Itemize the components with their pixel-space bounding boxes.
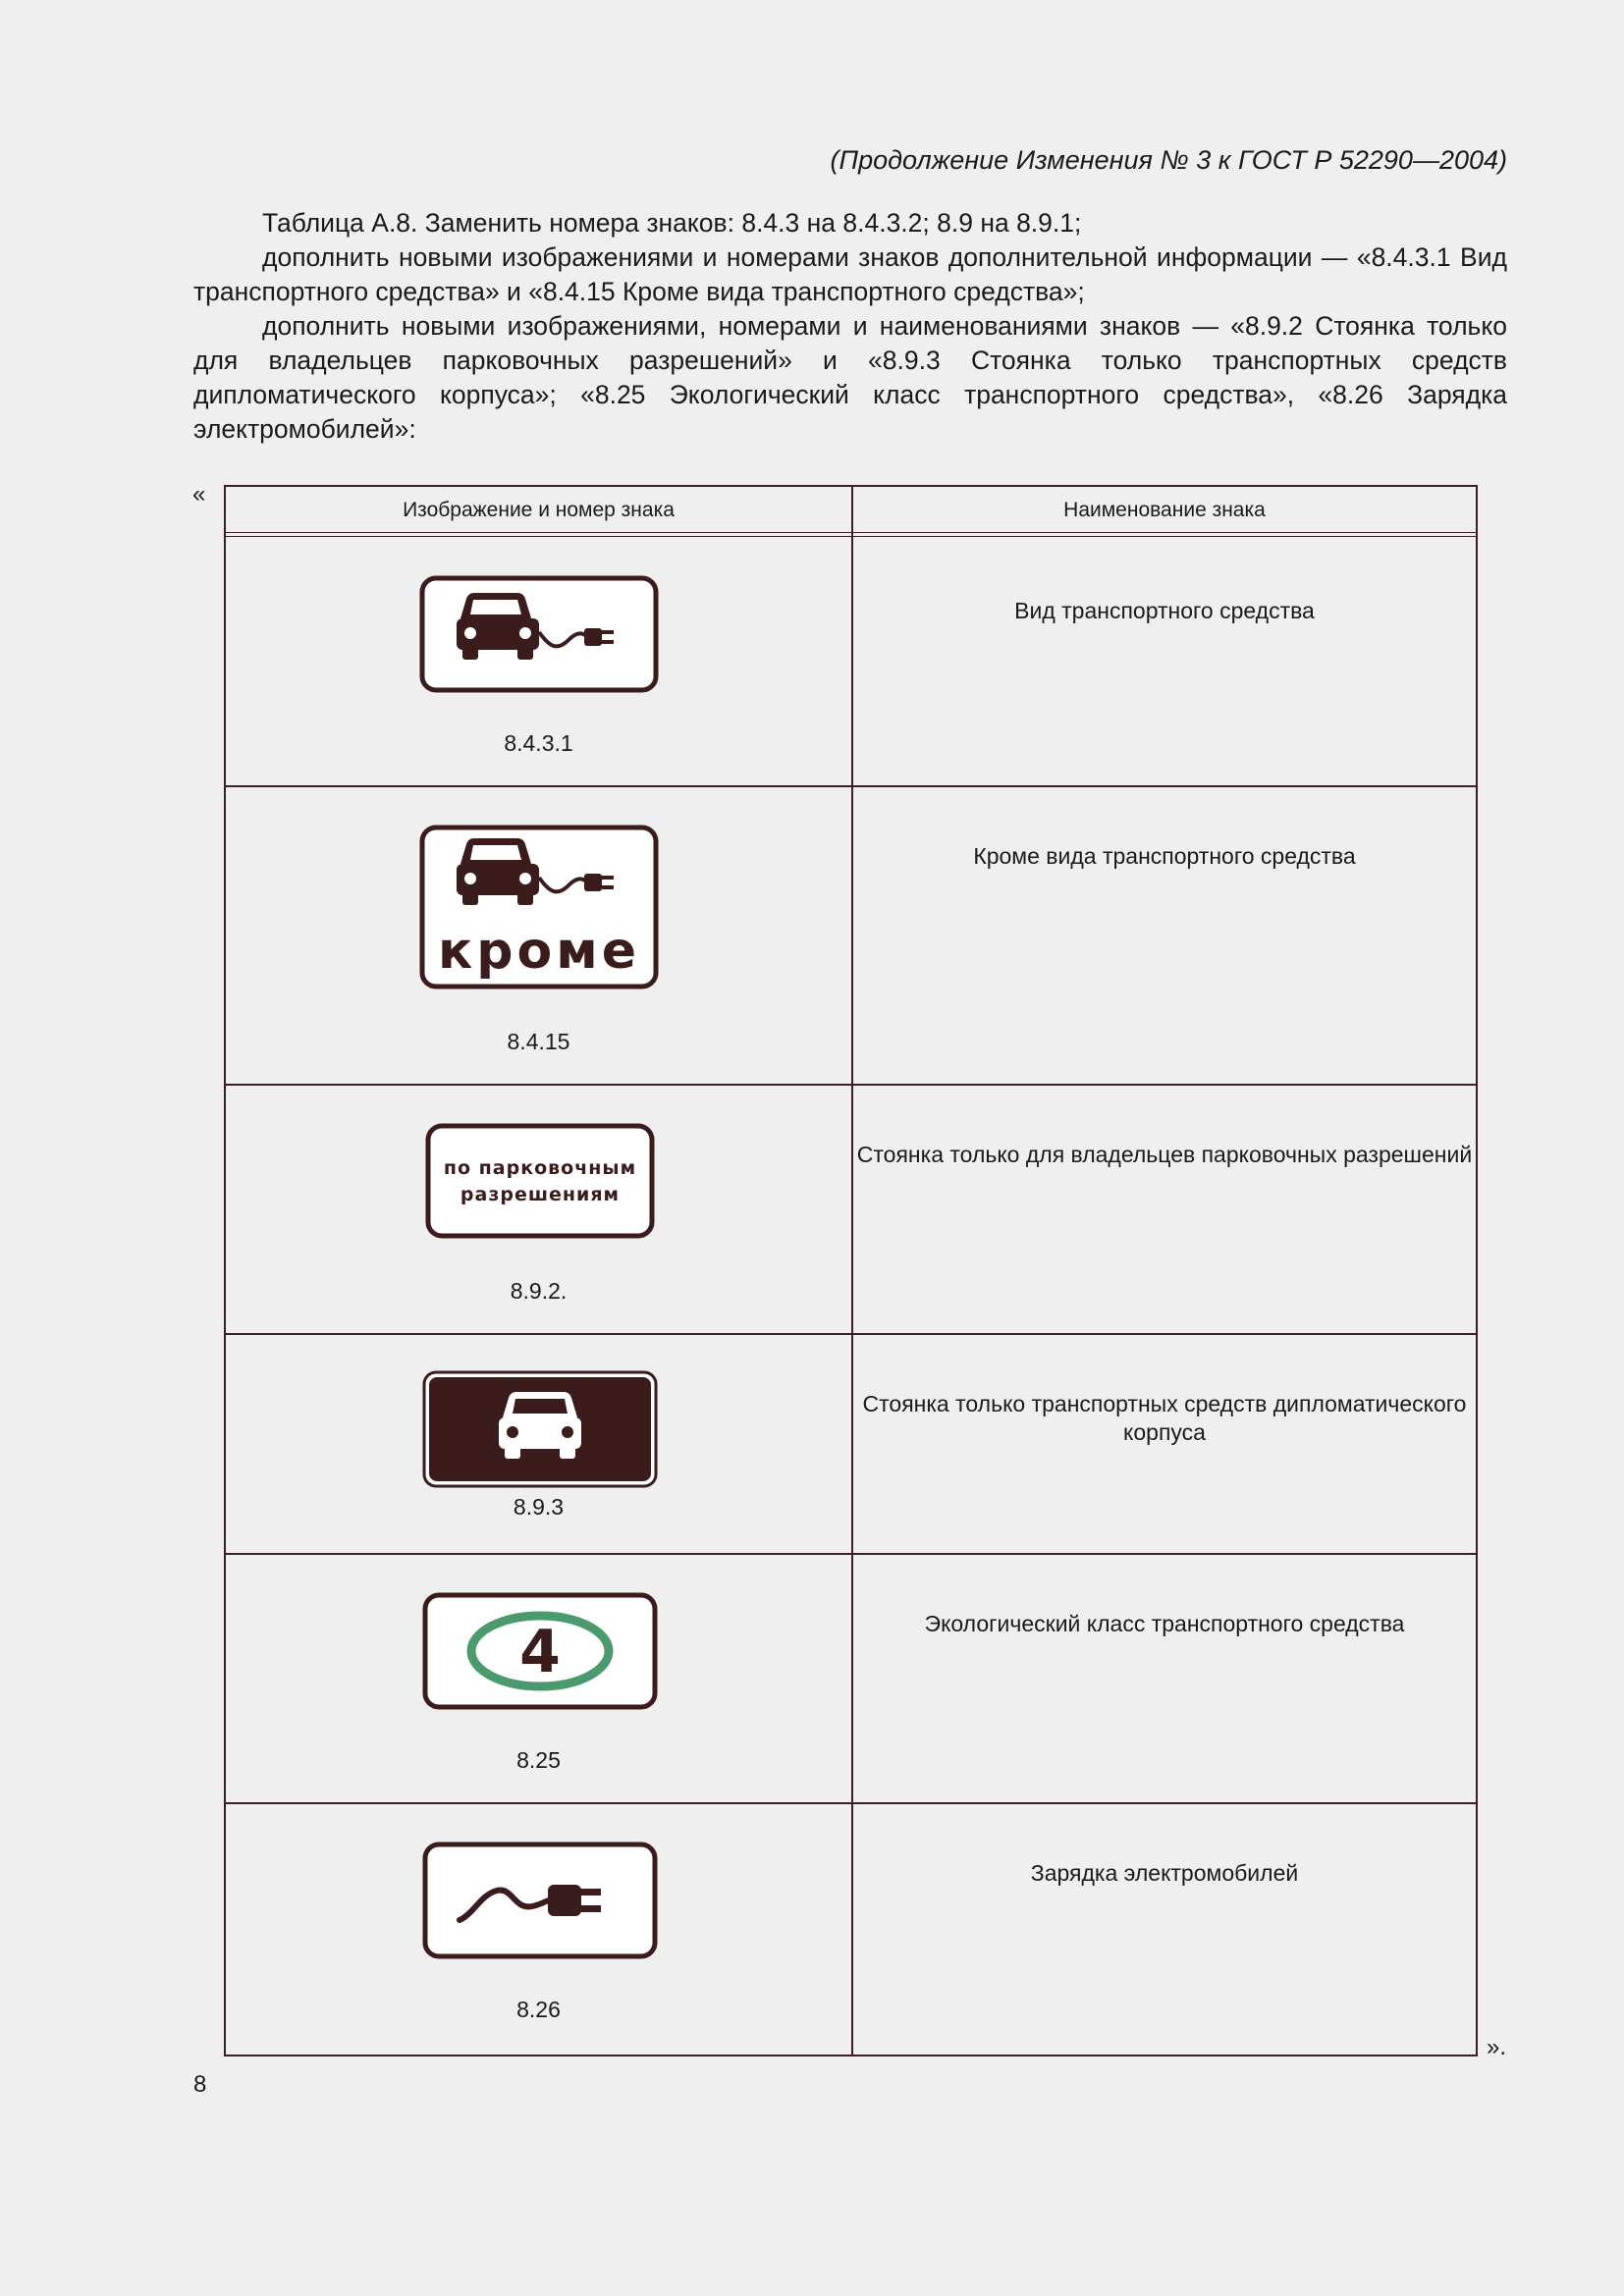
sign-text-line: по парковочным	[443, 1157, 637, 1179]
sign-name: Кроме вида транспортного средства	[973, 843, 1356, 869]
table-row	[226, 1086, 1476, 1333]
sign-text-line: разрешениям	[460, 1184, 621, 1205]
sign-name: Стоянка только транспортных средств дипломатического корпуса	[862, 1391, 1467, 1445]
table-row	[226, 538, 1476, 785]
signs-table	[224, 485, 1478, 2056]
sign-number: 8.9.3	[513, 1494, 565, 1520]
sign-name: Зарядка электромобилей	[1030, 1860, 1299, 1886]
sign-number: 8.26	[516, 1997, 561, 2022]
charging-plug-icon	[422, 1842, 658, 1959]
diplomatic-car-icon	[422, 1370, 658, 1488]
sign-name: Экологический класс транспортного средства	[924, 1611, 1405, 1636]
body-text	[193, 206, 1507, 447]
column-header-image: Изображение и номер знака	[403, 499, 675, 521]
header-rule	[226, 532, 1476, 533]
table-row	[226, 1804, 1476, 2055]
sign-number: 8.25	[516, 1747, 561, 1773]
open-quote: «	[192, 481, 206, 507]
table-row	[226, 787, 1476, 1084]
close-quote: ».	[1487, 2034, 1507, 2060]
sign-name: Стоянка только для владельцев парковочных разрешений	[856, 1142, 1473, 1167]
page-header: (Продолжение Изменения № 3 к ГОСТ Р 52290—2004)	[830, 145, 1507, 175]
sign-text: кроме	[437, 922, 641, 981]
paragraph: Таблица А.8. Заменить номера знаков: 8.4.3 на 8.4.3.2; 8.9 на 8.9.1;	[262, 208, 1082, 238]
header-rule	[226, 536, 1476, 537]
eco-class-icon	[422, 1592, 658, 1710]
table-row	[226, 1555, 1476, 1802]
sign-number: 8.4.3.1	[504, 730, 573, 756]
sign-number: 8.9.2.	[510, 1278, 568, 1304]
sign-number: 8.4.15	[507, 1029, 570, 1054]
table-row	[226, 1335, 1476, 1553]
parking-permit-icon	[425, 1123, 655, 1239]
paragraph: дополнить новыми изображениями и номерами знаков дополнительной информации — «8.4.3.1 Вид транспортного средства» и «8.4.15 Кроме вида транспортного средства»;	[193, 242, 1507, 306]
paragraph: дополнить новыми изображениями, номерами и наименованиями знаков — «8.9.2 Стоянка только для владельцев парковочных разрешений» и «8.9.3 Стоянка только транспортных средств дипломатического корпуса»; «8.25 Экологический класс транспортного средства», «8.26 Зарядка электромобилей»:	[193, 311, 1507, 444]
page-number: 8	[193, 2071, 207, 2098]
eco-class-digit: 4	[519, 1618, 561, 1686]
electric-car-icon	[419, 575, 659, 693]
sign-name: Вид транспортного средства	[1014, 598, 1315, 623]
electric-car-except-icon	[419, 825, 659, 989]
column-header-name: Наименование знака	[1063, 499, 1266, 521]
